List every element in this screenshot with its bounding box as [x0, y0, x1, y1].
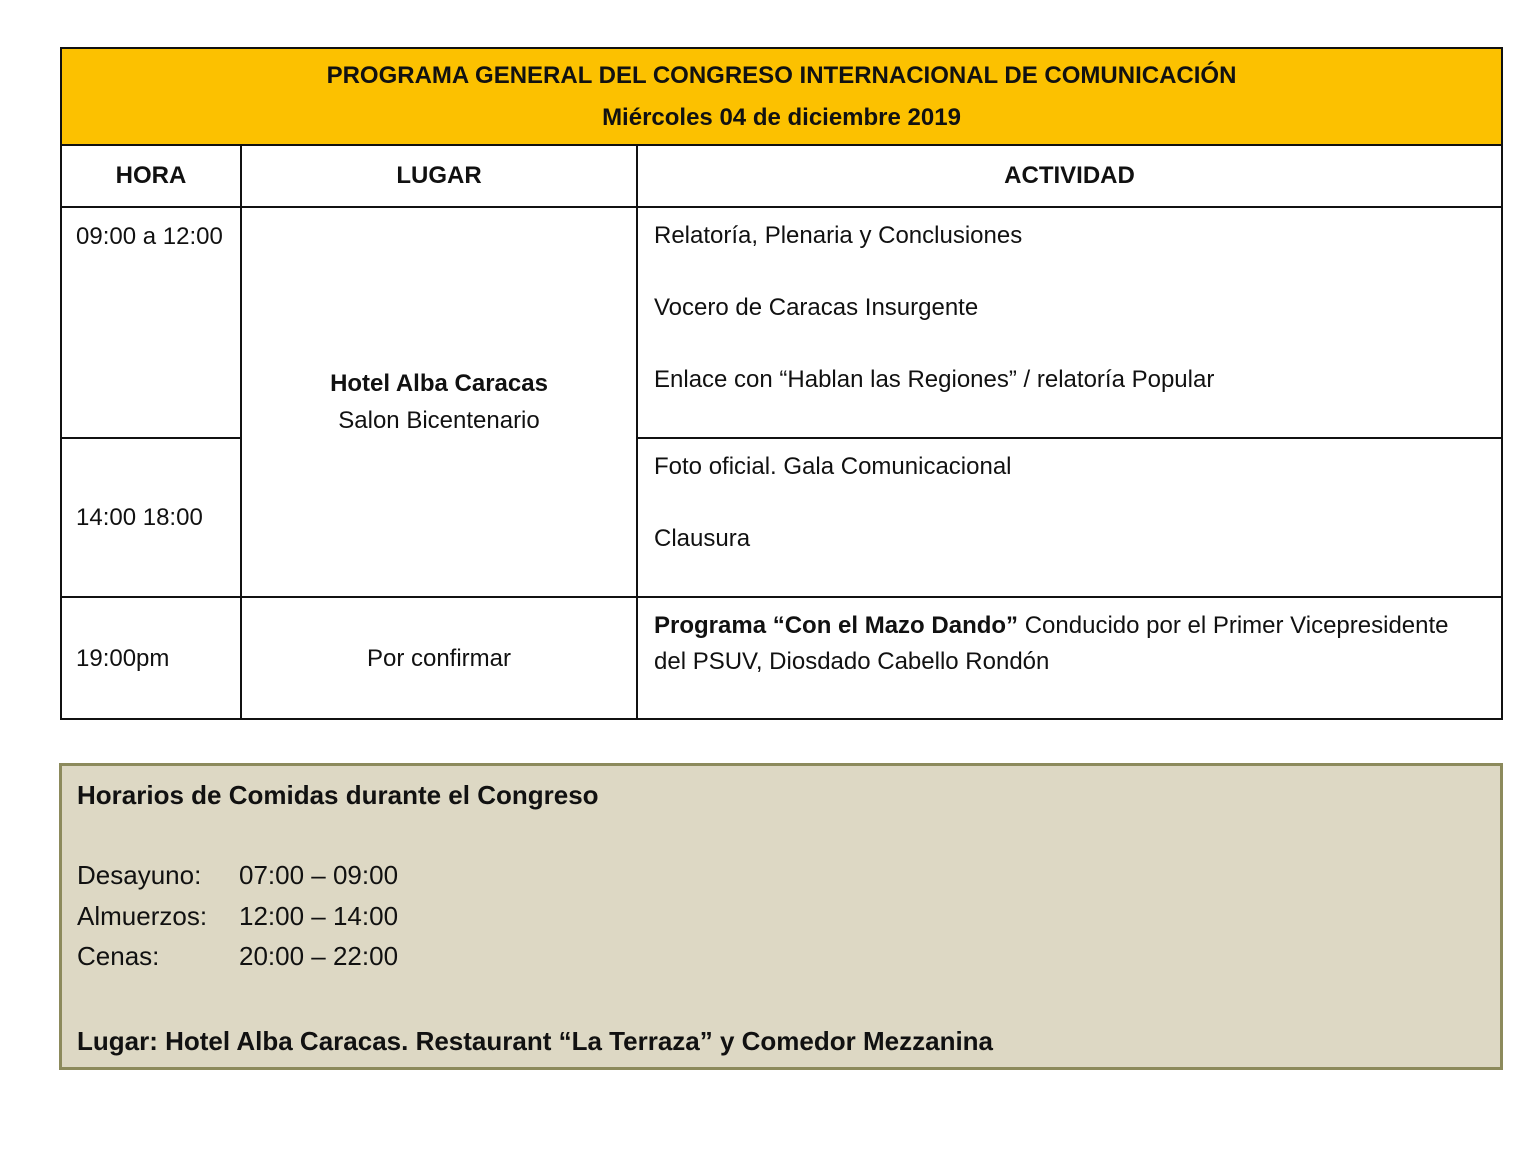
column-header-actividad: ACTIVIDAD — [637, 145, 1502, 207]
meal-location: Lugar: Hotel Alba Caracas. Restaurant “La Terraza” y Comedor Mezzanina — [77, 1026, 994, 1056]
meal-label: Cenas: — [77, 941, 160, 971]
hora-cell: 14:00 18:00 — [61, 438, 241, 597]
actividad-cell — [637, 597, 1502, 719]
meal-time: 12:00 – 14:00 — [239, 901, 399, 931]
meal-schedule-title: Horarios de Comidas durante el Congreso — [77, 780, 599, 810]
meal-label: Desayuno: — [77, 860, 202, 890]
lugar-cell: Por confirmar — [241, 597, 637, 719]
actividad-item: Foto oficial. Gala Comunicacional — [654, 453, 1012, 480]
table-row — [61, 207, 1502, 438]
meal-item — [77, 901, 399, 932]
actividad-item: Relatoría, Plenaria y Conclusiones — [654, 222, 1023, 249]
actividad-cell — [637, 438, 1502, 597]
meal-time: 20:00 – 22:00 — [239, 941, 399, 971]
meal-label: Almuerzos: — [77, 901, 208, 931]
program-header — [61, 48, 1502, 145]
meal-time: 07:00 – 09:00 — [239, 860, 399, 890]
column-header-hora: HORA — [61, 145, 241, 207]
actividad-program-name: Programa “Con el Mazo Dando” — [654, 612, 1019, 639]
actividad-item: Clausura — [654, 525, 751, 552]
meal-item — [77, 860, 399, 891]
meal-schedule-box — [59, 763, 1503, 1070]
lugar-name: Hotel Alba Caracas — [330, 370, 548, 397]
table-row — [61, 597, 1502, 719]
lugar-room: Salon Bicentenario — [338, 407, 540, 434]
column-header-lugar: LUGAR — [241, 145, 637, 207]
program-title: PROGRAMA GENERAL DEL CONGRESO INTERNACIONAL DE COMUNICACIÓN — [326, 61, 1237, 89]
actividad-item: Enlace con “Hablan las Regiones” / relatoría Popular — [654, 366, 1215, 393]
actividad-item: Vocero de Caracas Insurgente — [654, 294, 979, 321]
hora-cell: 19:00pm — [61, 597, 241, 719]
lugar-cell — [241, 207, 637, 597]
meal-item — [77, 941, 399, 972]
hora-cell: 09:00 a 12:00 — [61, 207, 241, 438]
program-date: Miércoles 04 de diciembre 2019 — [602, 103, 961, 131]
actividad-description: Conducido por el Primer Vicepresidente del PSUV, Diosdado Cabello Rondón — [654, 612, 1449, 675]
actividad-cell — [637, 207, 1502, 438]
program-table — [60, 47, 1503, 720]
